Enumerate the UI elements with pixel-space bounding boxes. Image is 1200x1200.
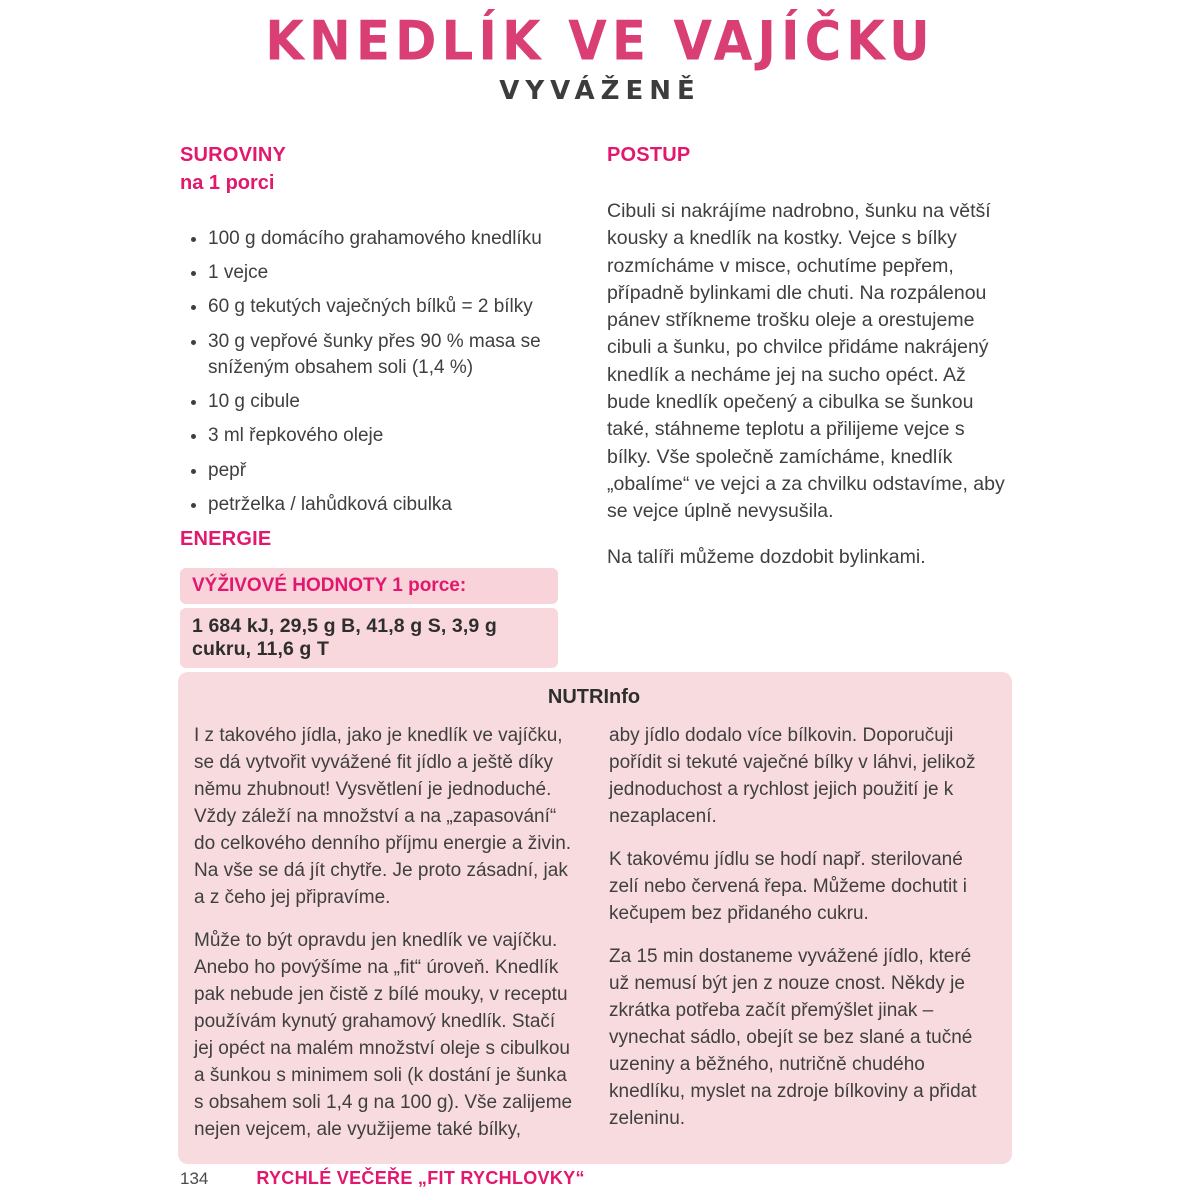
nutrinfo-columns: [194, 723, 994, 1144]
page-title: KNEDLÍK VE VAJÍČKU: [265, 9, 935, 73]
energy-heading: ENERGIE: [180, 527, 272, 550]
method-heading: POSTUP: [607, 144, 691, 166]
page-footer: [180, 1168, 1020, 1189]
ingredients-column: [180, 142, 582, 735]
title-block: [0, 9, 1200, 106]
ingredient-item: • 1 vejce: [208, 260, 582, 286]
book-title: RYCHLÉ VEČEŘE „FIT RYCHLOVKY“: [256, 1168, 585, 1188]
page-number: 134: [180, 1169, 209, 1188]
method-paragraph: Na talíři můžeme dozdobit bylinkami.: [607, 545, 926, 568]
nutrition-values-box: 1 684 kJ, 29,5 g B, 41,8 g S, 3,9 g cukru, 11,6 g T: [180, 608, 558, 668]
ingredient-item: • 10 g cibule: [208, 389, 582, 415]
nutrinfo-paragraph: K takovému jídlu se hodí např. sterilované zelí nebo červená řepa. Můžeme dochutit i kečupem bez přidaného cukru.: [609, 848, 968, 924]
ingredient-item: • 30 g vepřové šunky přes 90 % masa se sníženým obsahem soli (1,4 %): [208, 329, 582, 381]
nutrinfo-paragraph: Může to být opravdu jen knedlík ve vajíčku. Anebo ho povýšíme na „fit“ úroveň. Knedlík pak nebude jen čistě z bílé mouky, v receptu používám kynutý grahamový knedlík. Stačí jej opéct na malém množství oleje s cibulkou a šunkou s minimem soli (k dostání je šunka s obsahem soli 1,4 g na 100 g). Vše zalijeme nejen vejcem, ale využijeme také bílky,: [194, 929, 573, 1140]
ingredient-item: • 3 ml řepkového oleje: [208, 423, 582, 449]
nutrinfo-paragraph: Za 15 min dostaneme vyvážené jídlo, které už nemusí být jen z nouze cnost. Někdy je zkrátka potřeba začít přemýšlet jinak – vynechat sádlo, obejít se bez slané a tučné uzeniny a běžného, nutričně chudého knedlíku, myslet na zdroje bílkoviny a přidat zeleninu.: [609, 945, 977, 1129]
ingredient-item: • petrželka / lahůdková cibulka: [208, 492, 582, 518]
ingredient-list: [180, 226, 582, 518]
ingredient-item: • 100 g domácího grahamového knedlíku: [208, 226, 582, 252]
nutrinfo-heading: NUTRInfo: [547, 686, 641, 708]
nutrinfo-paragraph: I z takového jídla, jako je knedlík ve vajíčku, se dá vytvořit vyvážené fit jídlo a ještě díky němu zhubnout! Vysvětlení je jednoduché. Vždy záleží na množství a na „zapasování“ do celkového denního příjmu energie a živin. Na vše se dá jít chytře. Je proto zásadní, jak a z čeho jej připravíme.: [194, 725, 572, 908]
nutrition-label-box: VÝŽIVOVÉ HODNOTY 1 porce:: [180, 568, 558, 604]
method-column: [607, 142, 1012, 735]
ingredient-item: • 60 g tekutých vaječných bílků = 2 bílky: [208, 294, 582, 320]
ingredients-subheading: na 1 porci: [180, 172, 275, 194]
ingredients-heading: SUROVINY: [180, 144, 287, 166]
nutrinfo-left-column: [194, 723, 579, 1144]
page-subtitle: VYVÁŽENĚ: [499, 76, 701, 106]
nutrinfo-right-column: [609, 723, 994, 1144]
content-columns: [180, 142, 1012, 735]
nutrinfo-paragraph: aby jídlo dodalo více bílkovin. Doporučuji pořídit si tekuté vaječné bílky v láhvi, jelikož jednoduchost a rychlost jejich použití je k nezaplacení.: [609, 725, 976, 827]
method-paragraph: Cibuli si nakrájíme nadrobno, šunku na větší kousky a knedlík na kostky. Vejce s bílky rozmícháme v misce, ochutíme pepřem, případně bylinkami dle chuti. Na rozpálenou pánev stříkneme trošku oleje a orestujeme cibuli a šunku, po chvilce přidáme nakrájený knedlík a necháme jej na sucho opéct. Až bude knedlík opečený a cibulka se šunkou také, stáhneme teplotu a přilijeme vejce s bílky. Vše společně zamícháme, knedlík „obalíme“ ve vejci a za chvilku odstavíme, aby se vejce úplně nevysušila.: [607, 200, 1005, 523]
ingredient-item: • pepř: [208, 458, 582, 484]
nutrinfo-box: [178, 672, 1012, 1164]
